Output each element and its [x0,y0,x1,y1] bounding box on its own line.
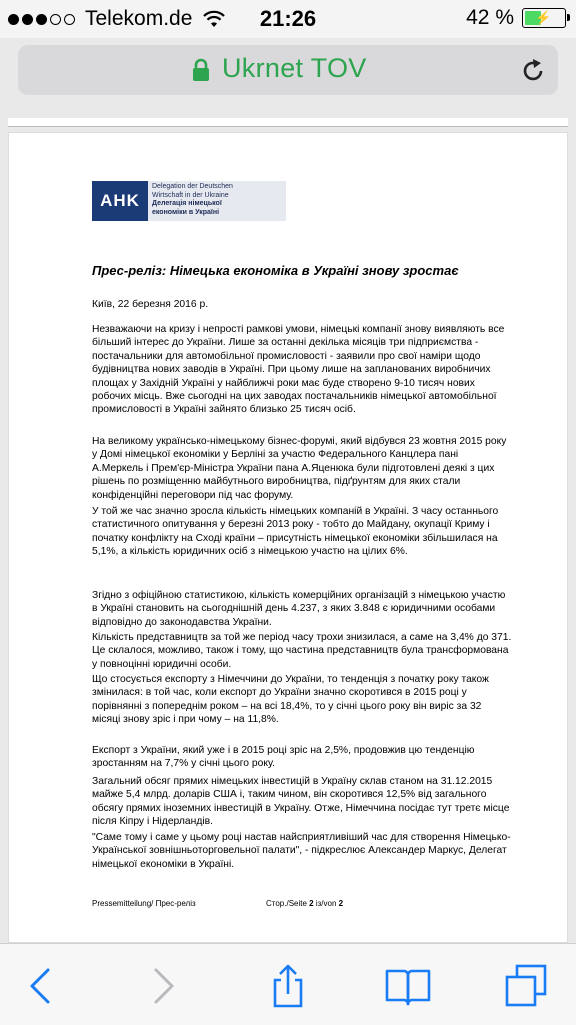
status-right [466,6,566,30]
paragraph: "Саме тому і саме у цьому році настав найсприятливіший час для створення Німецько-Української зовнішньоторговельної палати", - підкреслює Александер Маркус, Делегат німецької економіки в Україні. [92,832,511,870]
status-bar [0,0,576,38]
reload-icon[interactable] [520,57,546,83]
bottom-toolbar [0,943,576,1025]
tabs-icon[interactable] [503,962,551,1010]
ahk-logo-mark: AHK [92,181,148,221]
status-time: 21:26 [259,6,317,31]
bookmarks-icon[interactable] [384,962,432,1010]
paragraph: У той же час значно зросла кількість німецьких компаній в Україні. З часу останнього статистичного опитування у березні 2013 року - тобто до Майдану, окупації Криму і початку конфлікту на Сході країни – присутність німецької економіки збільшилася на 5,1%, а кількість юридичних осіб з німецькою участю на цілих 6%. [92,506,499,558]
paragraph: Незважаючи на кризу і непрості рамкові умови, німецькі компанії знову виявляють все більший інтерес до України. Лише за останні декілька місяців три підприємства - постачальники для автомобільної промисловості - заявили про свої наміри щодо будівництва нових заводів в Україні. При цьому лише на запланованих виробничих площах у Західній Україні у найближчі роки має буде створено 9-10 тисяч нових робочих місць. Вже сьогодні на цих заводах постачальників німецької автомобільної промисловості в Україні зайнято близько 25 тисяч осіб. [92,324,505,416]
battery-icon [522,8,566,28]
address-bar[interactable] [18,45,558,95]
battery-percent: 42 % [466,6,514,29]
share-icon[interactable] [264,962,312,1010]
back-icon[interactable] [18,962,66,1010]
paragraph: Згідно з офіційною статистикою, кількість комерційних організацій з німецькою участю в Україні становить на сьогоднішній день 4.237, з яких 3.848 є юридичними особами відповідно до законодавства України. [92,590,506,628]
pdf-page [8,132,568,943]
forward-icon[interactable] [138,962,186,1010]
carrier-name: Telekom.de [85,7,193,30]
paragraph: Експорт з України, який уже і в 2015 році зріс на 2,5%, продовжив цю тенденцію зростанням на 7,7% у січні цього року. [92,745,475,770]
press-release-date: Київ, 22 березня 2016 р. [92,299,209,310]
web-content[interactable] [0,118,576,943]
url-title[interactable]: Ukrnet TOV [222,53,367,83]
paragraph: Що стосується експорту з Німеччини до України, то тенденція з початку року також змінилася: в той час, коли експорт до України значно скоротився в 2015 році у порівнянні з попереднім роком – на всі 18,4%, то у січні цього року він виріс за 32 місяці знову зріс і при чому – на 11,8%. [92,674,489,726]
ahk-logo-text: Delegation der Deutschen Wirtschaft in der Ukraine Делегація німецької економіки в Україні [152,183,233,216]
page-footer-number: Стор./Seite 2 із/von 2 [266,899,344,908]
page-footer-left: Pressemitteilung/ Прес-реліз [92,899,196,908]
paragraph: На великому українсько-німецькому бізнес-форумі, який відбувся 23 жовтня 2015 року у Домі німецької економіки у Берліні за участю Федерального Канцлера пані А.Меркель і Прем'єр-Міністра України пана А.Яценюка були підготовлені деякі з цих рішень по розміщенню майбутнього виробництва, підґрунтям для яких стали конфіденційні переговори під час форуму. [92,436,507,501]
ahk-logo [92,181,286,221]
charging-bolt-icon: ⚡ [535,10,552,25]
press-release-title: Прес-реліз: Німецька економіка в Україні знову зростає [92,263,459,278]
paragraph: Кількість представництв за той же період часу трохи знизилася, а саме на 3,4% до 371. Це склалося, можливо, також і тому, що частина представництв була трансформована у повноцінні юридичні особи. [92,632,512,670]
lock-icon [191,58,211,82]
previous-page-edge [8,118,568,127]
paragraph: Загальний обсяг прямих німецьких інвестицій в Україну склав станом на 31.12.2015 майже 5,4 млрд. доларів США і, таким чином, він скоротився 12,5% від загального обсягу прямих іноземних інвестицій в Україну. Отже, Німеччина посідає тут третє місце після Кіпру і Нідерландів. [92,776,510,828]
